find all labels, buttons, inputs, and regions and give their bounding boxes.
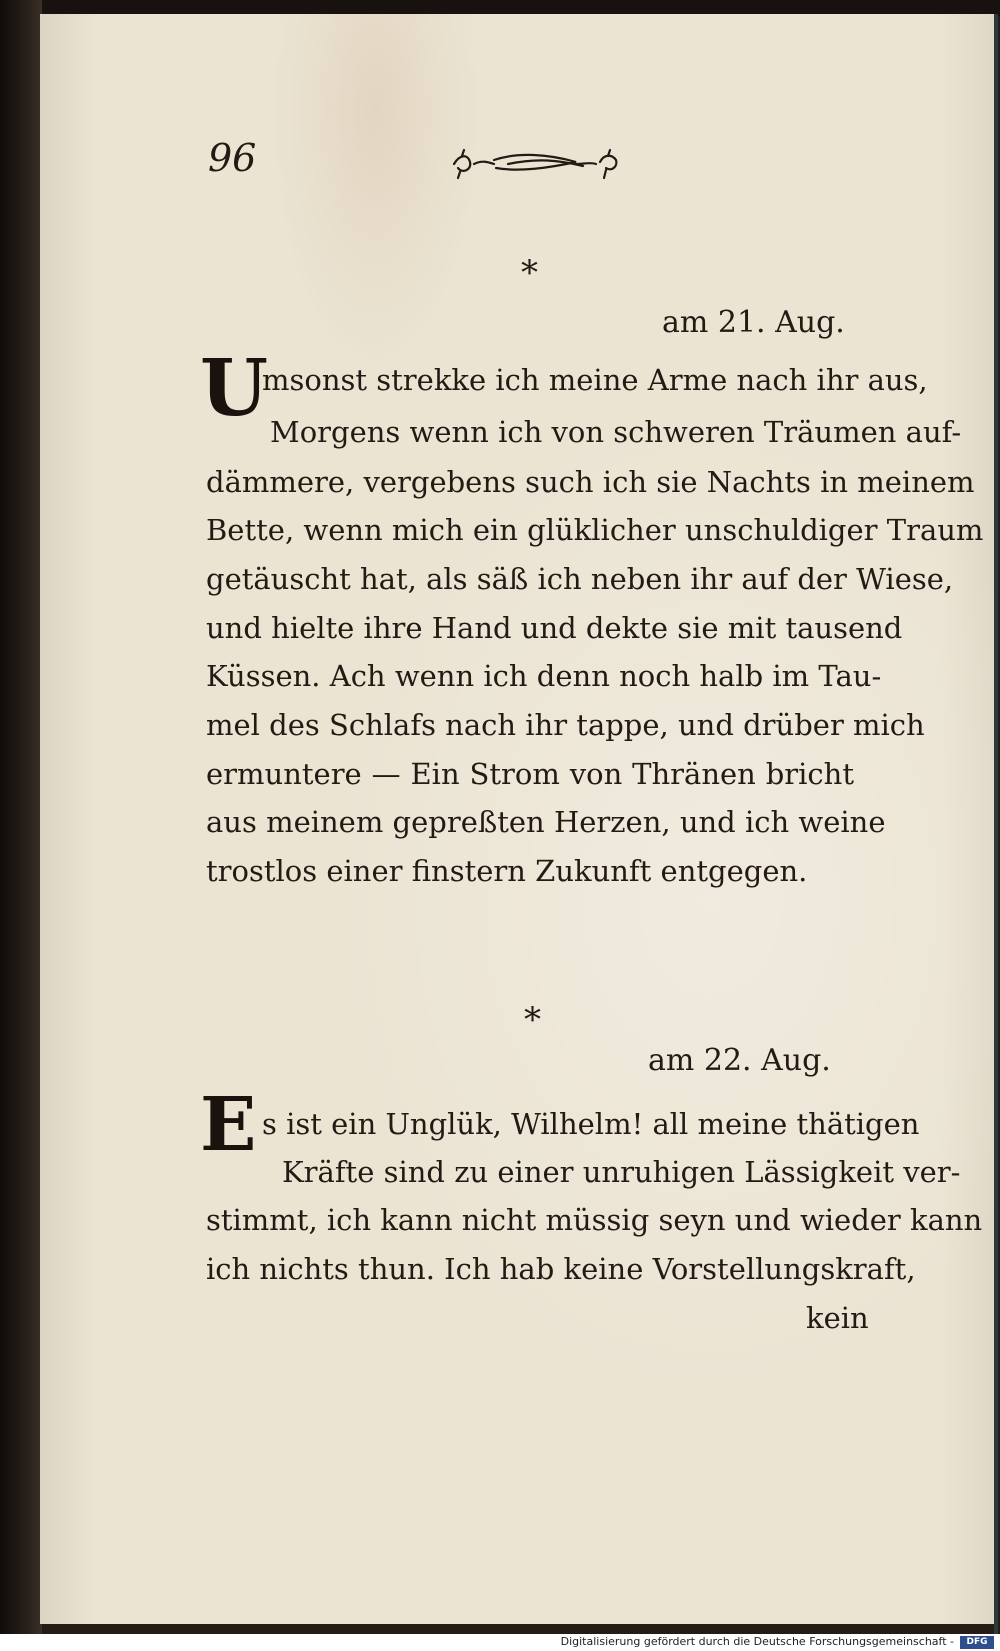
page-right-edge: [994, 14, 998, 1644]
text-line: aus meinem gepreßten Herzen, und ich weine: [206, 805, 886, 839]
section-separator-star: *: [524, 1000, 541, 1040]
drop-cap-initial: U: [200, 343, 269, 434]
fleuron-ornament-icon: [448, 146, 623, 182]
entry-date: am 21. Aug.: [662, 305, 845, 340]
funding-credit: Digitalisierung gefördert durch die Deutsche Forschungsgemeinschaft -: [560, 1635, 954, 1648]
catchword: kein: [806, 1301, 869, 1335]
text-line: Morgens wenn ich von schweren Träumen auf-: [270, 415, 962, 449]
section-separator-star: *: [521, 253, 538, 293]
text-line: trostlos einer finstern Zukunft entgegen.: [206, 854, 808, 888]
text-line: ermuntere — Ein Strom von Thränen bricht: [206, 757, 854, 791]
text-line: s ist ein Unglük, Wilhelm! all meine thätigen: [262, 1107, 920, 1141]
text-line: Kräfte sind zu einer unruhigen Lässigkeit ver-: [282, 1155, 961, 1189]
text-line: msonst strekke ich meine Arme nach ihr aus,: [262, 363, 928, 397]
drop-cap-initial: E: [200, 1082, 257, 1168]
page-number: 96: [208, 136, 257, 180]
text-line: stimmt, ich kann nicht müssig seyn und wieder kann: [206, 1203, 983, 1237]
text-line: getäuscht hat, als säß ich neben ihr auf der Wiese,: [206, 562, 954, 596]
text-line: ich nichts thun. Ich hab keine Vorstellungskraft,: [206, 1252, 916, 1286]
book-spine-edge: [0, 0, 42, 1651]
text-line: mel des Schlafs nach ihr tappe, und drüber mich: [206, 708, 925, 742]
text-line: und hielte ihre Hand und dekte sie mit tausend: [206, 611, 903, 645]
text-line: dämmere, vergebens such ich sie Nachts in meinem: [206, 465, 975, 499]
entry-date: am 22. Aug.: [648, 1043, 831, 1078]
text-line: Küssen. Ach wenn ich denn noch halb im Tau-: [206, 659, 882, 693]
text-line: Bette, wenn mich ein glüklicher unschuldiger Traum: [206, 513, 984, 547]
dfg-logo: DFG: [960, 1636, 994, 1649]
